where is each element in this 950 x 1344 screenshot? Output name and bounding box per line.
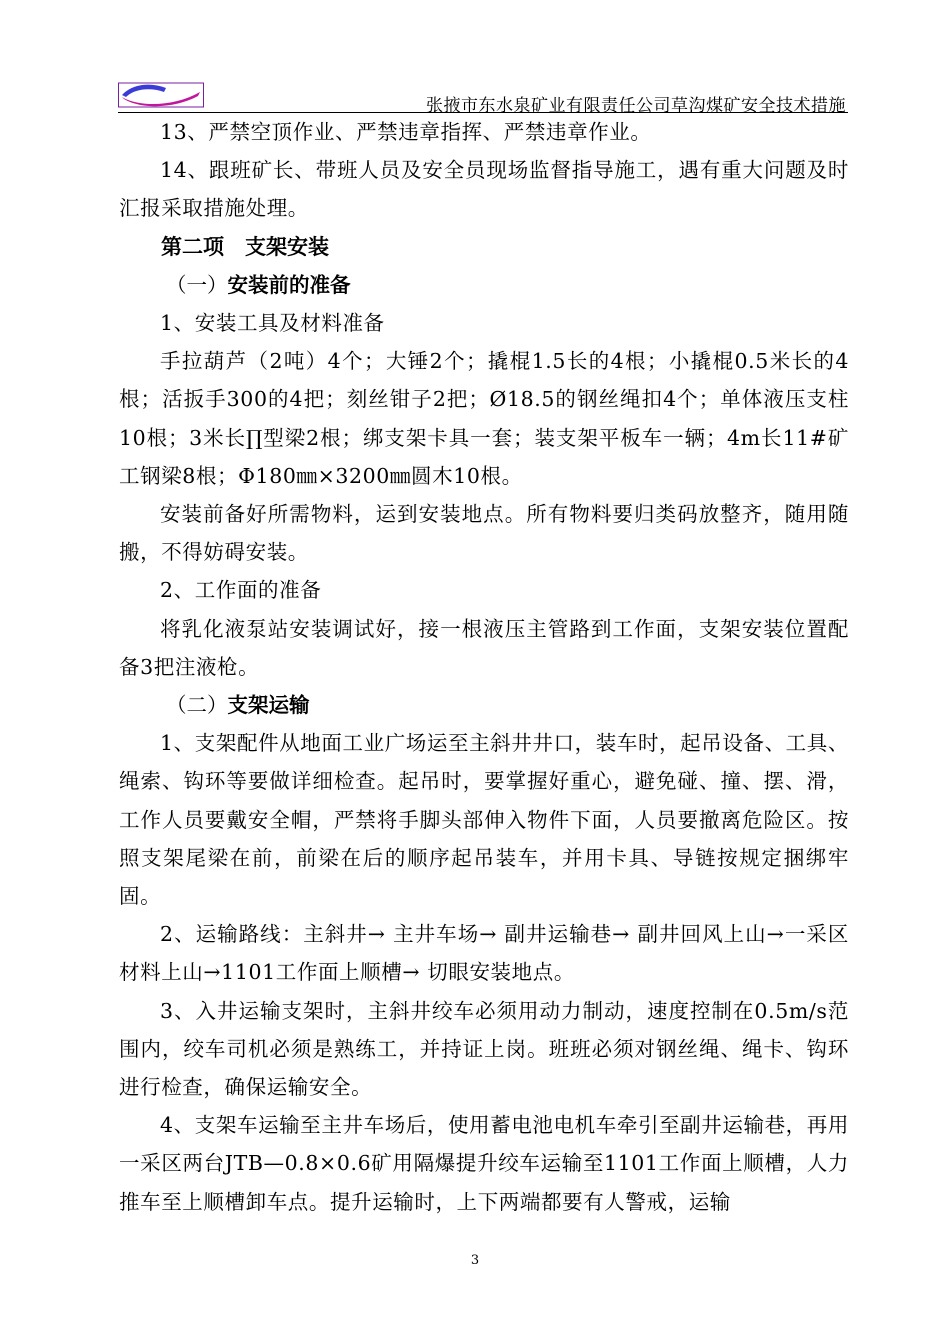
body-paragraph: 3、入井运输支架时，主斜井绞车必须用动力制动，速度控制在0.5m/s范围内，绞车司机必须是熟练工，并持证上岗。班班必须对钢丝绳、绳卡、钩环进行检查，确保运输安全。 <box>119 998 849 1100</box>
subsection-number: （一） <box>166 272 228 297</box>
body-paragraph: 14、跟班矿长、带班人员及安全员现场监督指导施工，遇有重大问题及时汇报采取措施处理。 <box>119 158 849 221</box>
subsection-number: （二） <box>166 693 228 718</box>
body-paragraph: 安装前备好所需物料，运到安装地点。所有物料要归类码放整齐，随用随搬，不得妨碍安装。 <box>119 502 849 565</box>
body-paragraph: 13、严禁空顶作业、严禁违章指挥、严禁违章作业。 <box>160 120 652 144</box>
page-number: 3 <box>470 1253 480 1268</box>
body-paragraph: 手拉葫芦（2吨）4个；大锤2个；撬棍1.5长的4根；小撬棍0.5米长的4根；活扳手300的4把；刻丝钳子2把；Ø18.5的钢丝绳扣4个；单体液压支柱10根；3米长∏型梁2根；绑支架卡具一套；装支架平板车一辆；4m长11#矿工钢梁8根；Φ180㎜×3200㎜圆木10根。 <box>119 349 849 488</box>
header-title: 张掖市东水泉矿业有限责任公司草沟煤矿安全技术措施 <box>426 96 846 116</box>
section-heading: 第二项 支架安装 <box>161 234 329 259</box>
body-paragraph: 1、安装工具及材料准备 <box>160 311 385 336</box>
company-logo <box>118 82 204 108</box>
body-paragraph: 4、支架车运输至主井车场后，使用蓄电池电机车牵引至副井运输巷，再用一采区两台JTB—0.8×0.6矿用隔爆提升绞车运输至1101工作面上顺槽，人力推车至上顺槽卸车点。提升运输时，上下两端都要有人警戒，运输 <box>119 1113 849 1214</box>
page-header <box>118 82 848 116</box>
subsection-heading <box>119 686 849 724</box>
body-paragraph: 1、支架配件从地面工业广场运至主斜井井口，装车时，起吊设备、工具、绳索、钩环等要做详细检查。起吊时，要掌握好重心，避免碰、撞、摆、滑，工作人员要戴安全帽，严禁将手脚头部伸入物件下面，人员要撤离危险区。按照支架尾梁在前，前梁在后的顺序起吊装车，并用卡具、导链按规定捆绑牢固。 <box>119 731 849 909</box>
svg-text:MK: MK <box>136 89 156 102</box>
body-paragraph: 2、运输路线：主斜井→ 主井车场→ 副井运输巷→ 副井回风上山→一采区材料上山→1101工作面上顺槽→ 切眼安装地点。 <box>119 922 849 985</box>
subsection-heading <box>119 266 849 304</box>
body-paragraph: 将乳化液泵站安装调试好，接一根液压主管路到工作面，支架安装位置配备3把注液枪。 <box>119 616 849 679</box>
body-paragraph: 2、工作面的准备 <box>160 578 322 603</box>
subsection-title: 支架运输 <box>227 693 310 718</box>
document-body <box>119 113 849 1221</box>
subsection-title: 安装前的准备 <box>227 272 351 297</box>
